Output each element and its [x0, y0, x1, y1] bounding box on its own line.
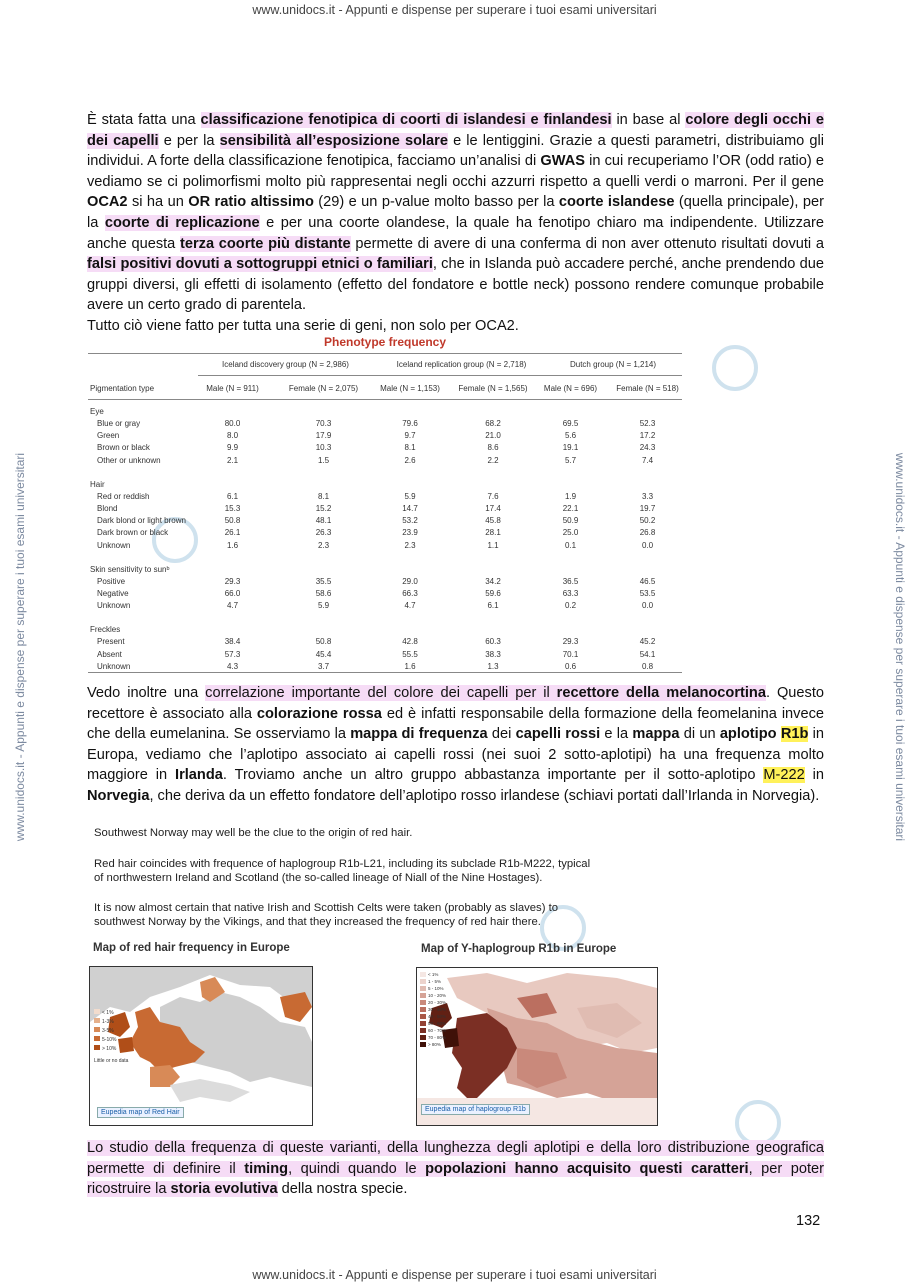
table-cell: 5.6 — [564, 431, 577, 441]
red-hair-map-caption: Eupedia map of Red Hair — [97, 1107, 184, 1118]
table-cell: 54.1 — [639, 649, 656, 659]
table-cell: 63.3 — [562, 589, 579, 598]
table-cell: 2.3 — [317, 540, 330, 550]
table-cell: 29.3 — [562, 637, 579, 647]
table-cell: 8.1 — [404, 443, 416, 453]
table-cell: 52.3 — [639, 419, 656, 428]
table-cell: 34.2 — [485, 576, 501, 586]
table-cell: 50.8 — [315, 637, 332, 647]
table-cell: 17.2 — [639, 431, 656, 441]
table-cell: 0.0 — [641, 540, 654, 550]
table-cell: 60.3 — [485, 637, 501, 647]
table-cell: 28.1 — [485, 528, 501, 538]
table-cell: 36.5 — [562, 576, 579, 586]
table-cell: 38.3 — [485, 649, 501, 659]
table-cell: 26.3 — [315, 528, 332, 538]
watermark-logo-icon — [712, 345, 758, 391]
r1b-legend-swatch — [420, 1014, 426, 1019]
quote-line-3b: southwest Norway by the Vikings, and that they increased the frequency of red hair there. — [94, 916, 541, 928]
phenotype-table — [88, 335, 682, 675]
table-cell: 35.5 — [315, 576, 332, 586]
r1b-legend-swatch — [420, 1035, 426, 1040]
table-cell: 2.3 — [404, 540, 416, 550]
r1b-legend-swatch — [420, 979, 426, 984]
table-cell: 29.3 — [224, 576, 241, 586]
r1b-legend-label: > 80% — [428, 1042, 441, 1047]
table-subheader: Male (N = 911) — [206, 384, 259, 393]
svg-text:3-5%: 3-5% — [102, 1028, 114, 1034]
table-cell: 66.3 — [402, 589, 418, 598]
r1b-map — [416, 967, 658, 1126]
quote-line-1: Southwest Norway may well be the clue to the origin of red hair. — [94, 827, 413, 839]
table-section-heading: Freckles — [90, 625, 121, 635]
map-title-red-hair: Map of red hair frequency in Europe — [93, 942, 290, 954]
table-cell: 2.1 — [226, 455, 239, 465]
table-row-label: Positive — [97, 576, 126, 586]
table-row-label: Dark blond or light brown — [97, 516, 186, 526]
table-cell: 29.0 — [402, 576, 418, 586]
table-cell: 7.4 — [641, 455, 654, 465]
r1b-legend-label: 40 - 50% — [428, 1014, 447, 1019]
table-row-label: Brown or black — [97, 443, 150, 453]
table-row-label: Green — [97, 431, 120, 441]
page-number: 132 — [796, 1213, 821, 1229]
table-cell: 42.8 — [402, 637, 418, 647]
table-cell: 53.5 — [639, 589, 656, 598]
table-cell: 45.4 — [315, 649, 332, 659]
side-watermark-left: www.unidocs.it - Appunti e dispense per superare i tuoi esami universitari — [13, 452, 27, 842]
table-row-label: Blond — [97, 504, 118, 513]
table-subheader: Male (N = 1,153) — [380, 384, 440, 393]
table-cell: 5.9 — [404, 491, 416, 501]
r1b-legend-swatch — [420, 1028, 426, 1033]
table-cell: 59.6 — [485, 589, 501, 598]
table-cell: 3.7 — [317, 661, 330, 671]
table-cell: 4.7 — [404, 601, 416, 611]
table-subheader: Female (N = 2,075) — [288, 384, 359, 393]
table-row-label: Other or unknown — [97, 455, 161, 465]
table-cell: 25.0 — [562, 528, 579, 538]
table-subheader: Male (N = 696) — [543, 384, 598, 393]
table-section-heading: Hair — [90, 479, 105, 489]
table-cell: 26.8 — [639, 528, 656, 538]
table-row-label: Red or reddish — [97, 491, 150, 501]
table-cell: 66.0 — [224, 589, 241, 598]
svg-text:5-10%: 5-10% — [102, 1037, 117, 1043]
svg-text:Little or no data: Little or no data — [94, 1058, 129, 1064]
table-cell: 19.1 — [562, 443, 579, 453]
r1b-map-caption: Eupedia map of haplogroup R1b — [421, 1104, 530, 1115]
table-cell: 0.1 — [564, 540, 577, 550]
svg-text:< 1%: < 1% — [102, 1010, 114, 1016]
table-cell: 2.6 — [404, 455, 416, 465]
side-watermark-right: www.unidocs.it - Appunti e dispense per superare i tuoi esami universitari — [893, 452, 907, 842]
table-cell: 55.5 — [402, 649, 418, 659]
table-cell: 45.8 — [485, 516, 501, 526]
table-cell: 3.3 — [641, 491, 654, 501]
table-cell: 38.4 — [224, 637, 241, 647]
table-cell: 5.7 — [564, 455, 577, 465]
r1b-legend-label: 30 - 40% — [428, 1007, 447, 1012]
table-cell: 6.1 — [487, 601, 499, 611]
table-cell: 9.7 — [404, 431, 416, 441]
table-cell: 19.7 — [639, 504, 656, 513]
table-section-heading: Skin sensitivity to sunᵇ — [90, 564, 170, 574]
table-cell: 8.1 — [317, 491, 330, 501]
table-cell: 1.1 — [487, 540, 499, 550]
table-group-header: Dutch group (N = 1,214) — [569, 360, 657, 369]
red-hair-map-image — [90, 967, 312, 1125]
table-cell: 1.9 — [564, 491, 577, 501]
red-hair-map — [89, 966, 313, 1126]
r1b-legend-swatch — [420, 972, 426, 977]
paragraph-melanocortin: Vedo inoltre una correlazione importante del colore dei capelli per il recettore della melanocortina. Questo recettore è associato alla colorazione rossa ed è infatti responsabile della formazione della feomelanina invece che della eumelanina. Se osserviamo la mappa di frequenza dei capelli rossi e la mappa di un aplotipo R1b in Europa, vediamo che l’aplotipo associato ai capelli rossi (nei suoi 2 sotto-aplotipi) ha una frequenza molto maggiore in Irlanda. Troviamo anche un altro gruppo abbastanza importante per il sotto-aplotipo M-222 in Norvegia, che deriva da un effetto fondatore dell’aplotipo rosso irlandese (schiavi portati dall’Irlanda in Norvegia). — [87, 685, 825, 804]
table-cell: 80.0 — [224, 419, 241, 428]
r1b-legend-label: 5 - 10% — [428, 986, 444, 991]
table-cell: 69.5 — [562, 419, 579, 428]
table-title: Phenotype frequency — [323, 335, 447, 349]
table-cell: 1.3 — [487, 661, 499, 671]
table-cell: 0.6 — [564, 661, 577, 671]
table-cell: 26.1 — [224, 528, 241, 538]
table-row-label: Negative — [97, 589, 129, 598]
r1b-legend-swatch — [420, 1042, 426, 1047]
r1b-legend-swatch — [420, 1021, 426, 1026]
r1b-legend-swatch — [420, 993, 426, 998]
table-cell: 1.6 — [404, 661, 416, 671]
table-row-label: Unknown — [97, 661, 131, 671]
table-cell: 17.4 — [485, 504, 501, 513]
r1b-legend-swatch — [420, 986, 426, 991]
paragraph-intro-last-line: Tutto ciò viene fatto per tutta una serie di geni, non solo per OCA2. — [87, 317, 519, 334]
quote-line-2a: Red hair coincides with frequence of haplogroup R1b-L21, including its subclade R1b-M222, typical — [94, 858, 591, 870]
table-row-label: Unknown — [97, 601, 131, 611]
table-cell: 68.2 — [485, 419, 501, 428]
table-cell: 15.2 — [315, 504, 332, 513]
table-cell: 70.1 — [562, 649, 579, 659]
table-cell: 17.9 — [315, 431, 332, 441]
table-cell: 0.8 — [641, 661, 654, 671]
quote-line-2b: of northwestern Ireland and Scotland (the so-called lineage of Niall of the Nine Hostages). — [94, 872, 543, 884]
table-cell: 14.7 — [402, 504, 418, 513]
table-cell: 46.5 — [639, 576, 656, 586]
table-cell: 4.7 — [226, 601, 239, 611]
table-cell: 58.6 — [315, 589, 332, 598]
r1b-legend-label: < 1% — [428, 972, 439, 977]
page-header: www.unidocs.it - Appunti e dispense per superare i tuoi esami universitari — [252, 3, 657, 17]
table-cell: 50.9 — [562, 516, 579, 526]
table-section-heading: Eye — [90, 407, 104, 416]
table-cell: 21.0 — [485, 431, 501, 441]
paragraph-intro: È stata fatta una classificazione fenotipica di coorti di islandesi e finlandesi in base al colore degli occhi e dei capelli e per la sensibilità all’esposizione solare e le lentiggini. Grazie a questi parametri, distribuiamo gli individui. A forte della classificazione fenotipica, facciamo un’analisi di GWAS in cui recuperiamo l’OR (odd ratio) e vediamo se ci polimorfismi molto più rappresentai negli occhi azzurri rispetto a quelli verdi o marroni. Per il gene OCA2 si ha un OR ratio altissimo (29) e un p-value molto basso per la coorte islandese (quella principale), per la coorte di replicazione e per una coorte olandese, la quale ha fenotipo chiaro ma indipendente. Utilizzare anche questa terza coorte più distante permette di avere di una conferma di non aver ottenuto risultati dovuti a falsi positivi dovuti a sottogruppi etnici o familiari, che in Islanda può accadere perché, anche prendendo due gruppi diversi, gli effetti di isolamento (effetto del fondatore e bottle neck) possono rendere comunque probabile avere un certo grado di parentela. Tutto ciò viene fatto per tutta una serie di geni, non solo per OCA2. — [87, 110, 824, 337]
table-cell: 2.2 — [487, 455, 499, 465]
r1b-map-image — [417, 968, 657, 1125]
r1b-legend-label: 60 - 70% — [428, 1028, 447, 1033]
table-row-label: Dark brown or black — [97, 528, 169, 538]
r1b-legend-swatch — [420, 1007, 426, 1012]
r1b-legend-label: 20 - 30% — [428, 1000, 447, 1005]
table-cell: 50.8 — [224, 516, 241, 526]
table-cell: 45.2 — [639, 637, 656, 647]
quote-line-3a: It is now almost certain that native Irish and Scottish Celts were taken (probably as slaves) to — [94, 902, 559, 914]
table-cell: 23.9 — [402, 528, 418, 538]
table-cell: 50.2 — [639, 516, 656, 526]
table-cell: 1.6 — [226, 540, 239, 550]
table-cell: 7.6 — [487, 491, 499, 501]
table-cell: 57.3 — [224, 649, 241, 659]
table-row-label: Absent — [97, 649, 122, 659]
table-group-header: Iceland discovery group (N = 2,986) — [222, 360, 349, 369]
table-cell: 6.1 — [226, 491, 239, 501]
paragraph-conclusion: Lo studio della frequenza di queste varianti, della lunghezza degli aplotipi e della loro distribuzione geografica permette di definire il timing, quindi quando le popolazioni hanno acquisito questi caratteri, per poter ricostruire la storia evolutiva della nostra specie. — [87, 1140, 824, 1198]
table-cell: 79.6 — [402, 419, 418, 428]
table-row-label: Blue or gray — [97, 419, 141, 428]
svg-text:> 10%: > 10% — [102, 1046, 117, 1052]
table-cell: 15.3 — [224, 504, 241, 513]
table-group-header: Iceland replication group (N = 2,718) — [396, 360, 527, 369]
table-cell: 9.9 — [226, 443, 239, 453]
table-cell: 53.2 — [402, 516, 418, 526]
r1b-legend-label: 1 - 5% — [428, 979, 442, 984]
table-cell: 24.3 — [639, 443, 656, 453]
table-row-label: Unknown — [97, 540, 131, 550]
table-subheader: Female (N = 1,565) — [458, 384, 528, 393]
table-row-label: Present — [97, 637, 125, 647]
table-cell: 0.0 — [641, 601, 654, 611]
r1b-legend-label: 50 - 60% — [428, 1021, 447, 1026]
map-title-r1b: Map of Y-haplogroup R1b in Europe — [421, 943, 617, 955]
table-cell: 10.3 — [315, 443, 332, 453]
svg-text:1-3%: 1-3% — [102, 1019, 114, 1025]
table-cell: 1.5 — [317, 455, 330, 465]
table-cell: 70.3 — [315, 419, 332, 428]
table-cell: 0.2 — [564, 601, 577, 611]
table-cell: 8.0 — [226, 431, 239, 441]
r1b-legend-label: 70 - 80% — [428, 1035, 447, 1040]
table-column-header: Pigmentation type — [90, 384, 155, 393]
table-cell: 48.1 — [315, 516, 332, 526]
table-cell: 5.9 — [317, 601, 330, 611]
page-footer: www.unidocs.it - Appunti e dispense per superare i tuoi esami universitari — [252, 1268, 657, 1282]
r1b-legend-swatch — [420, 1000, 426, 1005]
r1b-legend-label: 10 - 20% — [428, 993, 447, 998]
table-subheader: Female (N = 518) — [616, 384, 679, 393]
table-cell: 4.3 — [226, 661, 239, 671]
table-cell: 22.1 — [562, 504, 579, 513]
table-cell: 8.6 — [487, 443, 499, 453]
